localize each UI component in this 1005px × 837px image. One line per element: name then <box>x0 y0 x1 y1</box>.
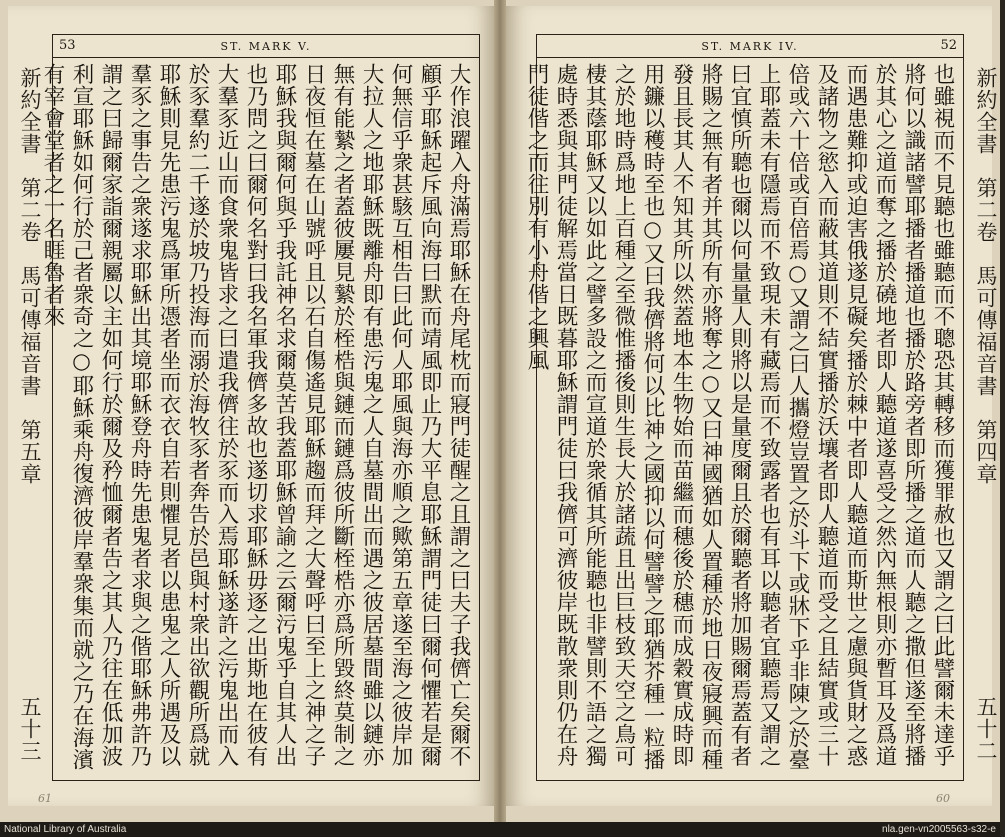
left-margin-gospel: 馬可傳福音書 <box>18 265 42 397</box>
right-page <box>506 6 998 806</box>
left-folio <box>11 696 49 776</box>
right-running-header <box>537 35 963 58</box>
book-gutter <box>494 0 506 822</box>
right-margin-volume: 第二卷 <box>974 177 998 243</box>
left-margin-chapter: 第五章 <box>18 419 42 485</box>
right-page-number: 52 <box>940 38 957 53</box>
left-margin-volume: 第二卷 <box>18 177 42 243</box>
right-pencil-number: 60 <box>936 792 950 805</box>
right-body-text: 也雖視而不見聽也雖聽而不聰恐其轉移而獲罪赦也又謂之曰此譬爾未達乎將何以識諸譬耶播者播道也播於路旁者即所播之道而人聽之撒但遂至將播於其心之道而奪之播於磽地者即人聽道遂喜受之然內無根則亦暫耳及爲道而遇患難抑或迫害俄遂見礙矣播於棘中者即人聽道而斯世之慮與貨財之惑及諸物之慾入而蔽其道則不結實播於沃壤者即人聽道而受之且結實或三十倍或六十倍或百倍焉○又謂之曰人攜燈豈置之於斗下或牀下乎非陳之於臺上耶蓋未有隱焉而不致現未有藏焉而不致露者也有耳以聽者宜聽焉又謂之曰宜慎所聽也爾以何量量人則將以是量度爾且於爾聽者將加賜爾焉蓋有者將賜之無有者并其所有亦將奪之○又曰神國猶如人置種於地日夜寢興而種發且長其人不知其所以然蓋地本生物始而苗繼而穗後於穗而成穀實成時即用鐮以穫時至也○又曰我儕將何以比神之國抑以何譬譬之耶猶芥種一粒播之於地時爲地上百種之至微惟播後則生長大於諸蔬且出巨枝致天空之鳥可棲其蔭耶穌又以如此之譬多設之而宣道於衆循其所能聽也非譬則不語之獨處時悉與其門徒解焉當日既暮耶穌謂門徒曰我儕可濟彼岸既散衆則仍在舟門徒偕之而往別有小舟偕之興風 <box>524 63 955 771</box>
right-margin-gospel: 馬可傳福音書 <box>974 265 998 397</box>
left-running-header <box>53 35 479 58</box>
right-margin-chapter: 第四章 <box>974 419 998 485</box>
left-page-number: 53 <box>59 38 76 53</box>
left-margin-book-title: 新約全書 <box>18 67 42 155</box>
left-pencil-number: 61 <box>38 792 52 805</box>
footer-library-name: National Library of Australia <box>4 824 127 835</box>
left-page <box>8 6 494 806</box>
left-text-frame <box>18 34 480 781</box>
left-folio-number: 五十三 <box>18 696 42 762</box>
left-body-text: 大作浪躍入舟滿焉耶穌在舟尾枕而寢門徒醒之且謂之曰夫子我儕亡矣爾不顧乎耶穌起斥風向海曰默而靖風即止乃大平息耶穌謂門徒曰爾何懼若是爾何無信乎衆甚駭互相告曰此何人耶風與海亦順之歟第五章遂至海之彼岸加大拉人之地耶穌既離舟即有患污鬼之人自墓間出而遇之彼居墓間雖以鏈亦無有能縶之者蓋彼屢見縶於桎梏與鏈而鏈爲彼所斷桎梏亦爲所毀終莫制之日夜恒在墓在山號呼且以石自傷遙見耶穌趨而拜之大聲呼曰至上之神之子耶穌我與爾何與乎我託神名求爾莫苦我蓋耶穌曾諭之云爾污鬼乎自其人出也乃問之曰爾何名對曰我名軍我儕多故也遂切求耶穌毋逐之出斯地在彼有大羣豕近山而食衆鬼皆求之曰遣我儕往於豕而入焉耶穌遂許之污鬼出而入於豕羣約二千遂於坡乃投海而溺於海牧豕者奔告於邑與村衆出欲觀所爲就耶穌則見先患污鬼爲軍所憑者坐而衣衣自若則懼見者以患鬼之人所遇及以羣豕之事告之衆遂求耶穌出其境耶穌登舟時先患鬼者求與之偕耶穌弗許乃謂之曰歸爾家詣爾親屬以主如何行於爾及矜恤爾者告之其人乃往在低加波利宣耶穌如何行於己者衆奇之○耶穌乘舟復濟彼岸羣衆集而就之乃在海濱有宰會堂者之一名睚魯者來 <box>40 63 471 771</box>
right-text-frame <box>524 34 998 781</box>
right-folio-number: 五十二 <box>974 696 998 762</box>
left-header-title: ST. MARK V. <box>220 40 312 53</box>
right-header-title: ST. MARK IV. <box>701 40 799 53</box>
footer-identifier: nla.gen-vn2005563-s32-e <box>882 824 996 835</box>
right-margin-book-title: 新約全書 <box>974 67 998 155</box>
library-footer <box>0 822 1000 837</box>
right-folio <box>967 696 1005 776</box>
right-margin-title <box>967 67 1005 776</box>
